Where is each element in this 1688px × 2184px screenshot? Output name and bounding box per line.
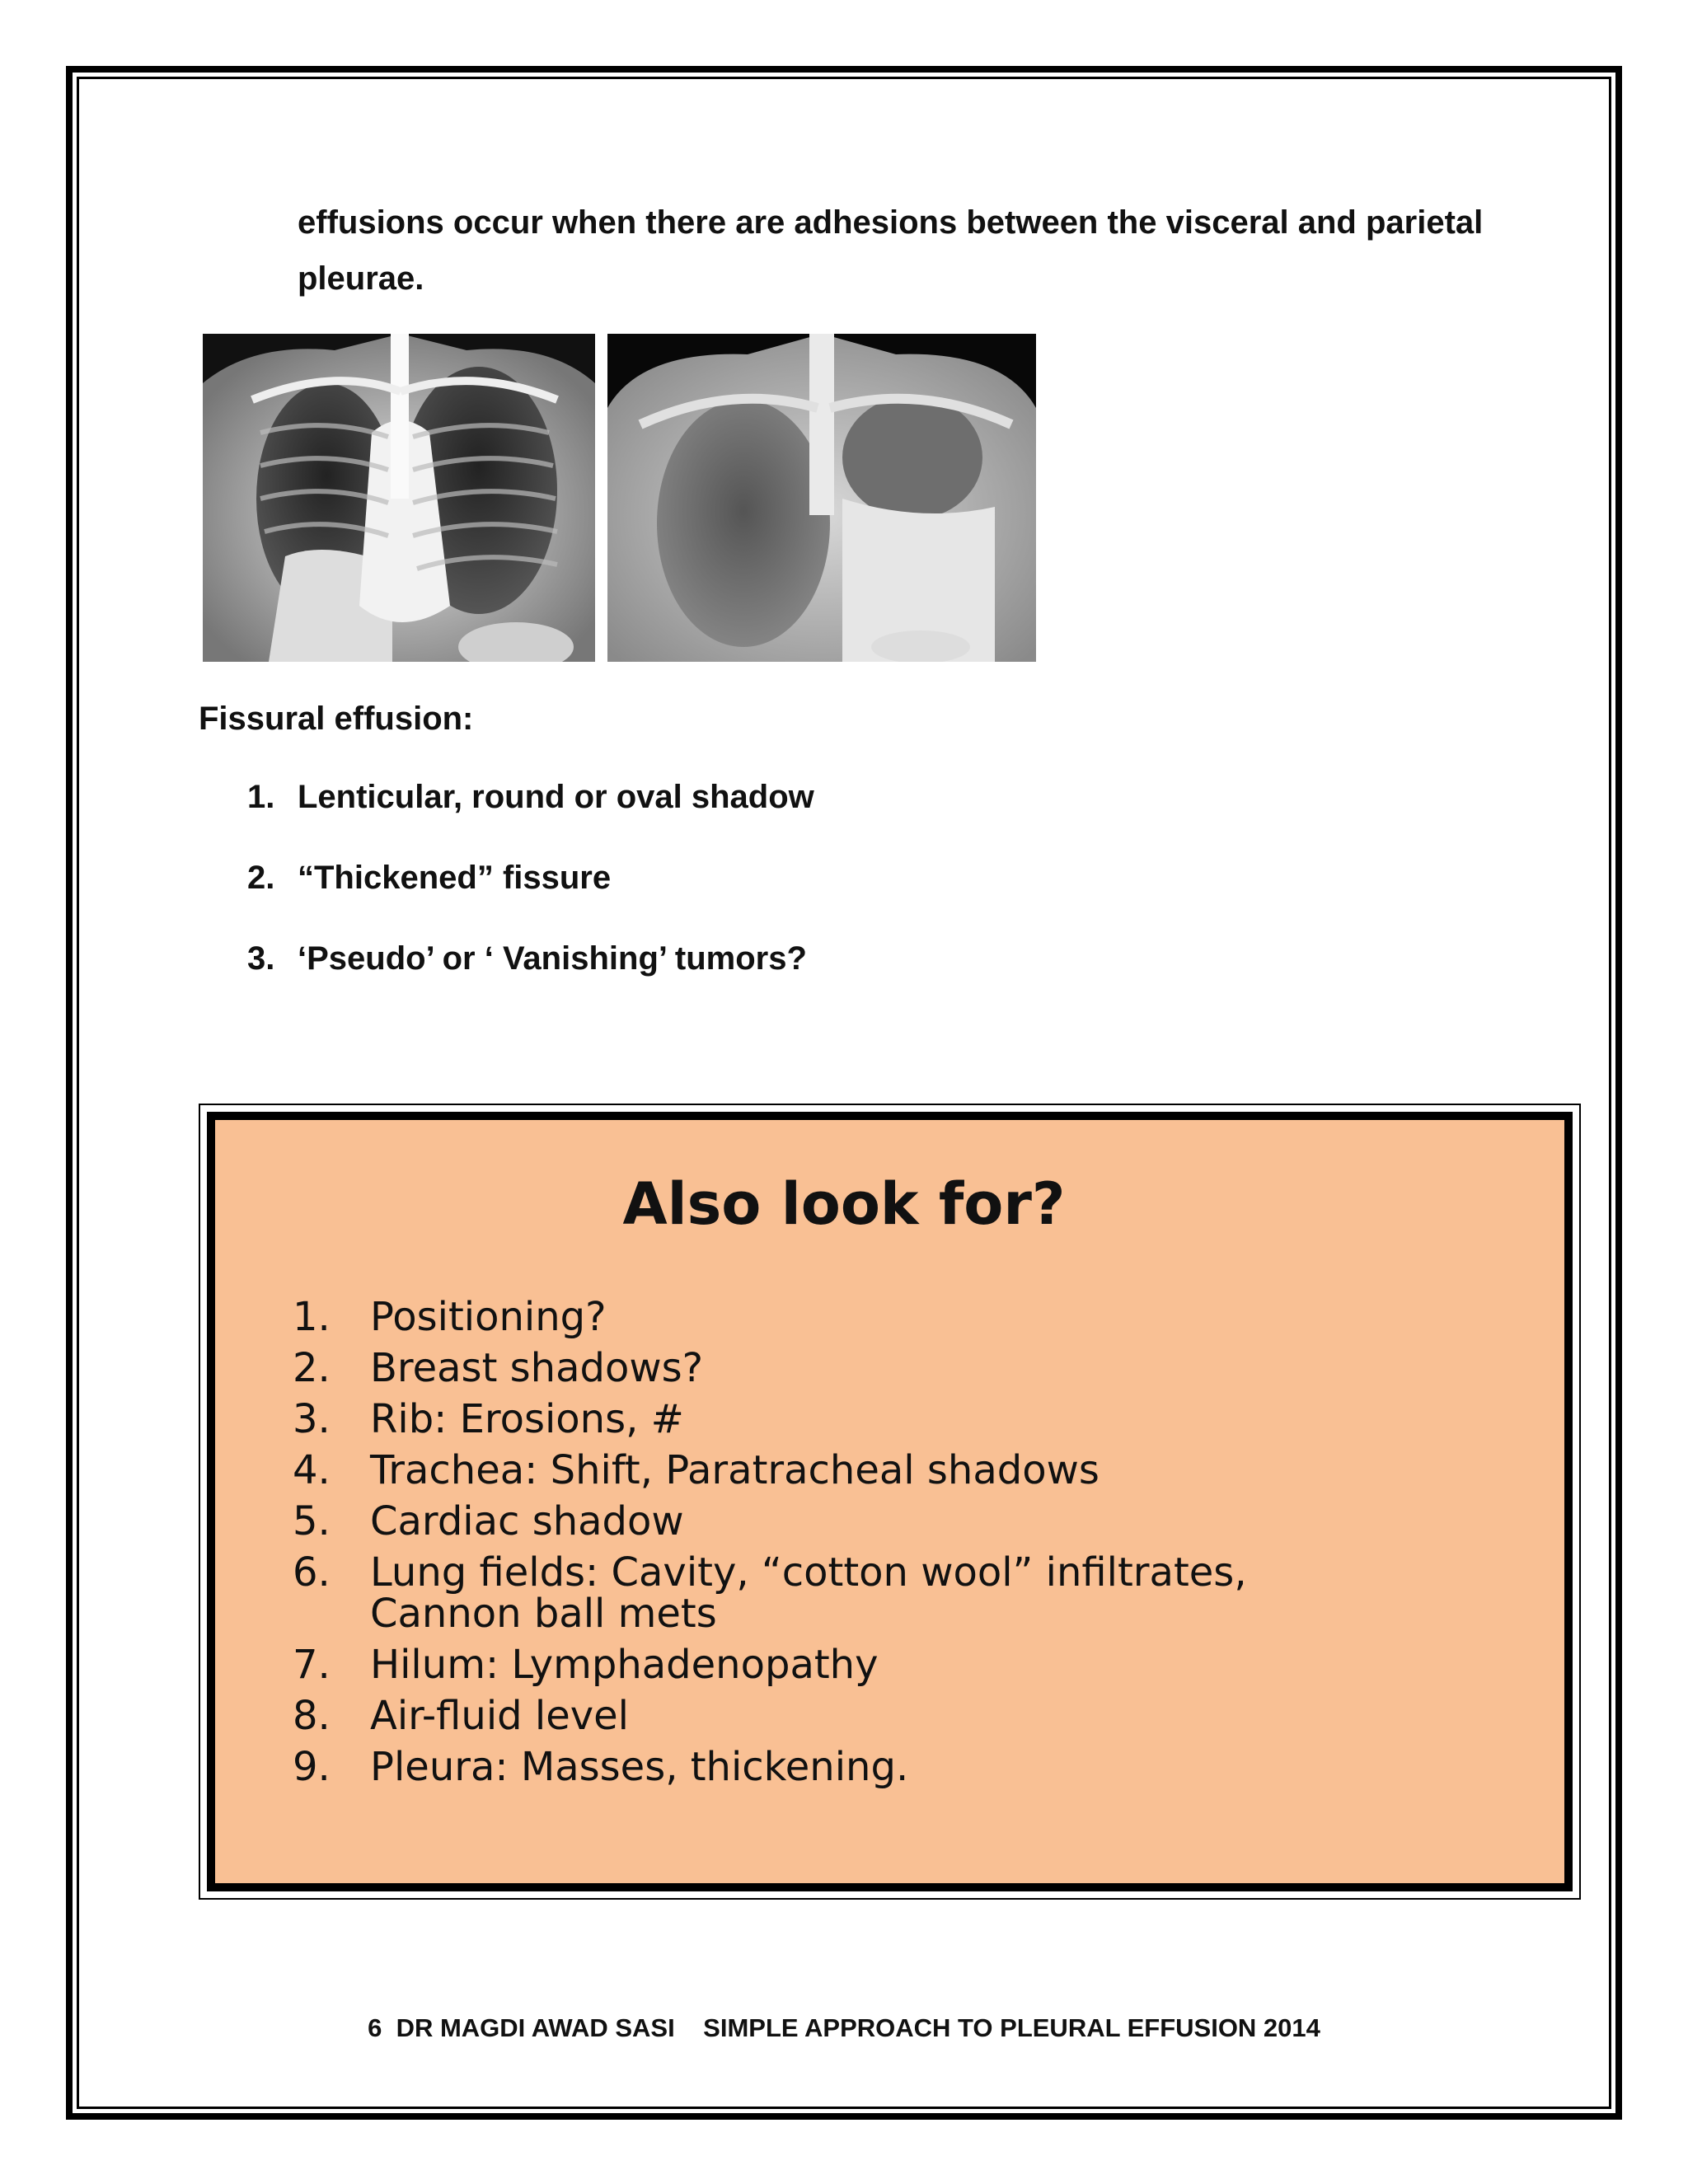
list-item: 3. Rib: Erosions, # [293,1396,684,1442]
list-item: 5. Cardiac shadow [293,1498,684,1544]
fissural-effusion-heading: Fissural effusion: [199,701,474,737]
intro-paragraph: effusions occur when there are adhesions between the visceral and parietal pleurae. [298,204,1484,297]
chest-xray-left [203,334,595,662]
list-item: 1. Lenticular, round or oval shadow [247,779,814,815]
list-item: 9. Pleura: Masses, thickening. [293,1744,909,1790]
list-item: 6. Lung fields: Cavity, “cotton wool” infiltrates, Cannon ball mets [293,1549,1247,1637]
list-item: 4. Trachea: Shift, Paratracheal shadows [293,1447,1100,1493]
list-item: 7. Hilum: Lymphadenopathy [293,1642,879,1688]
list-item: 2. “Thickened” fissure [247,860,612,896]
also-look-for-title: Also look for? [622,1170,1066,1238]
list-item: 8. Air-fluid level [293,1693,630,1739]
list-item: 2. Breast shadows? [293,1345,704,1391]
list-item: 1. Positioning? [293,1294,607,1340]
chest-xray-right [607,334,1036,662]
list-item: 3. ‘Pseudo’ or ‘ Vanishing’ tumors? [247,940,807,977]
page-footer: 6 DR MAGDI AWAD SASI SIMPLE APPROACH TO PLEURAL EFFUSION 2014 [368,2013,1320,2042]
